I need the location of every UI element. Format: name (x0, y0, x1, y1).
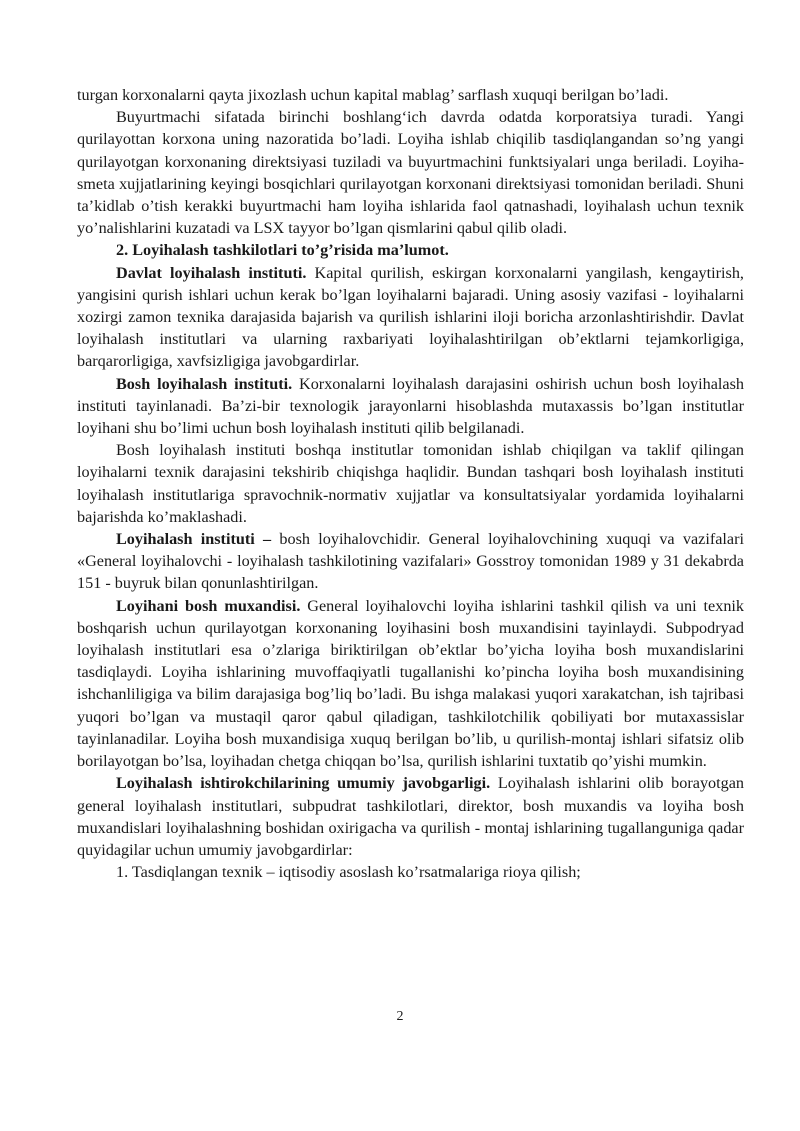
paragraph-chief-engineer (77, 595, 744, 773)
paragraph-text: Korxonalarni loyihalash darajasini oshirish uchun bosh loyihalash instituti tayinlanadi. Ba’zi-bir texnologik jarayonlarni hisoblashda mutaxassis bo’lgan institutlar loyihani shu bo’limi uchun bosh loyihalash instituti qilib belgilanadi. (77, 374, 744, 438)
paragraph-lead: Loyihalash ishtirokchilarining umumiy javobgarligi. (116, 774, 491, 793)
paragraph-text: Bosh loyihalash instituti boshqa institutlar tomonidan ishlab chiqilgan va taklif qilingan loyihalarni texnik darajasini tekshirib chiqishga haqlidir. Bundan tashqari bosh loyihalash instituti loyihalash institutlariga spravochnik-normativ xujjatlar va konsultatsiyalar yordamida loyihalarni bajarishda ko’maklashadi. (77, 441, 744, 526)
paragraph-text: Kapital qurilish, eskirgan korxonalarni yangilash, kengaytirish, yangisini qurish ishlari uchun kerak bo’lgan loyihalarni bajaradi. Uning asosiy vazifasi - loyihalarni xozirgi zamon texnika darajasida bajarish va qurilish ishlarini iloji boricha arzonlashtirishdir. Davlat loyihalash institutlari va ularning raxbariyati loyihalashtirilgan ob’ektlarni tejamkorligiga, barqarorligiga, xavfsizligiga javobgardirlar. (77, 263, 744, 371)
paragraph-text: General loyihalovchi loyiha ishlarini tashkil qilish va uni texnik boshqarish uchun qurilayotgan korxonaning loyihasini bosh muxandisini tayinlaydi. Subpodryad loyihalash institutlari esa o’zlariga biriktirilgan ob’ektlar bo’yicha loyiha bosh muxandislarini tasdiqlaydi. Loyiha ishlarining muvoffaqiyatli tugallanishi ko’pincha loyiha bosh muxandisining ishchanliligiga va bilim darajasiga bog’liq bo’ladi. Bu ishga malakasi yuqori xarakatchan, ish tajribasi yuqori bo’lgan va mustaqil qaror qabul qiladigan, tashkilotchilik qobiliyati bor mutaxassislar tayinlanadilar. Loyiha bosh muxandisiga xuquq berilgan bo’lib, u qurilish-montaj ishlari sifatsiz olib borilayotgan bo’lsa, loyihadan chetga chiqqan bo’lsa, qurilish ishlarini tuxtatib qo’yishi mumkin. (77, 596, 745, 771)
paragraph-text: Buyurtmachi sifatada birinchi boshlang‘ich davrda odatda korporatsiya turadi. Yangi qurilayottan korxona uning nazoratida bo’ladi. Loyiha ishlab chiqilib tasdiqlangandan so’ng yangi qurilayotgan korxonaning direktsiyasi tuziladi va buyurtmachini funktsiyalari unga beriladi. Loyiha-smeta xujjatlarining keyingi bosqichlari qurilayotgan korxonani direktsiyasi tomonidan beriladi. Shuni ta’kidlab o’tish kerakki buyurtmachi ham loyiha ishlarida faol qatnashadi, loyihalash uchun texnik yo’nalishlarini kuzatadi va LSX tayyor bo’lgan qismlarini qabul qilib oladi. (77, 108, 744, 238)
list-item-text: 1. Tasdiqlangan texnik – iqtisodiy asoslash ko’rsatmalariga rioya qilish; (116, 863, 581, 882)
paragraph-lead: Bosh loyihalash instituti. (116, 374, 293, 393)
paragraph-main-institute-rights (77, 439, 744, 528)
paragraph-text: bosh loyihalovchidir. General loyihalovchining xuquqi va vazifalari «General loyihalovchi - loyihalash tashkilotining vazifalari» Gosstroy tomonidan 1989 y 31 dekabrda 151 - buyruk bilan qonunlashtirilgan. (77, 530, 744, 593)
paragraph-customer (77, 106, 744, 239)
paragraph-state-institute (77, 262, 744, 373)
page-body (77, 84, 744, 883)
paragraph-main-institute (77, 373, 744, 440)
paragraph-continuation (77, 84, 744, 106)
section-heading (77, 239, 744, 261)
paragraph-joint-responsibility (77, 772, 744, 861)
paragraph-lead: Davlat loyihalash instituti. (116, 263, 307, 282)
section-heading-text: 2. Loyihalash tashkilotlari to’g’risida ma’lumot. (116, 241, 449, 260)
paragraph-design-institute (77, 528, 744, 595)
paragraph-text: turgan korxonalarni qayta jixozlash uchun kapital mablag’ sarflash xuquqi berilgan bo’ladi. (77, 86, 669, 104)
paragraph-lead: Loyihani bosh muxandisi. (116, 596, 301, 615)
list-item (77, 861, 744, 883)
paragraph-text: Loyihalash ishlarini olib borayotgan general loyihalash institutlari, subpudrat tashkilotlari, direktor, bosh muxandis va loyiha bosh muxandislari loyihalashning boshidan oxirigacha va qurilish - montaj ishlarining tugallanguniga qadar quyidagilar uchun umumiy javobgardirlar: (77, 774, 744, 859)
paragraph-lead: Loyihalash instituti – (116, 530, 272, 549)
page-number: 2 (396, 1009, 404, 1024)
